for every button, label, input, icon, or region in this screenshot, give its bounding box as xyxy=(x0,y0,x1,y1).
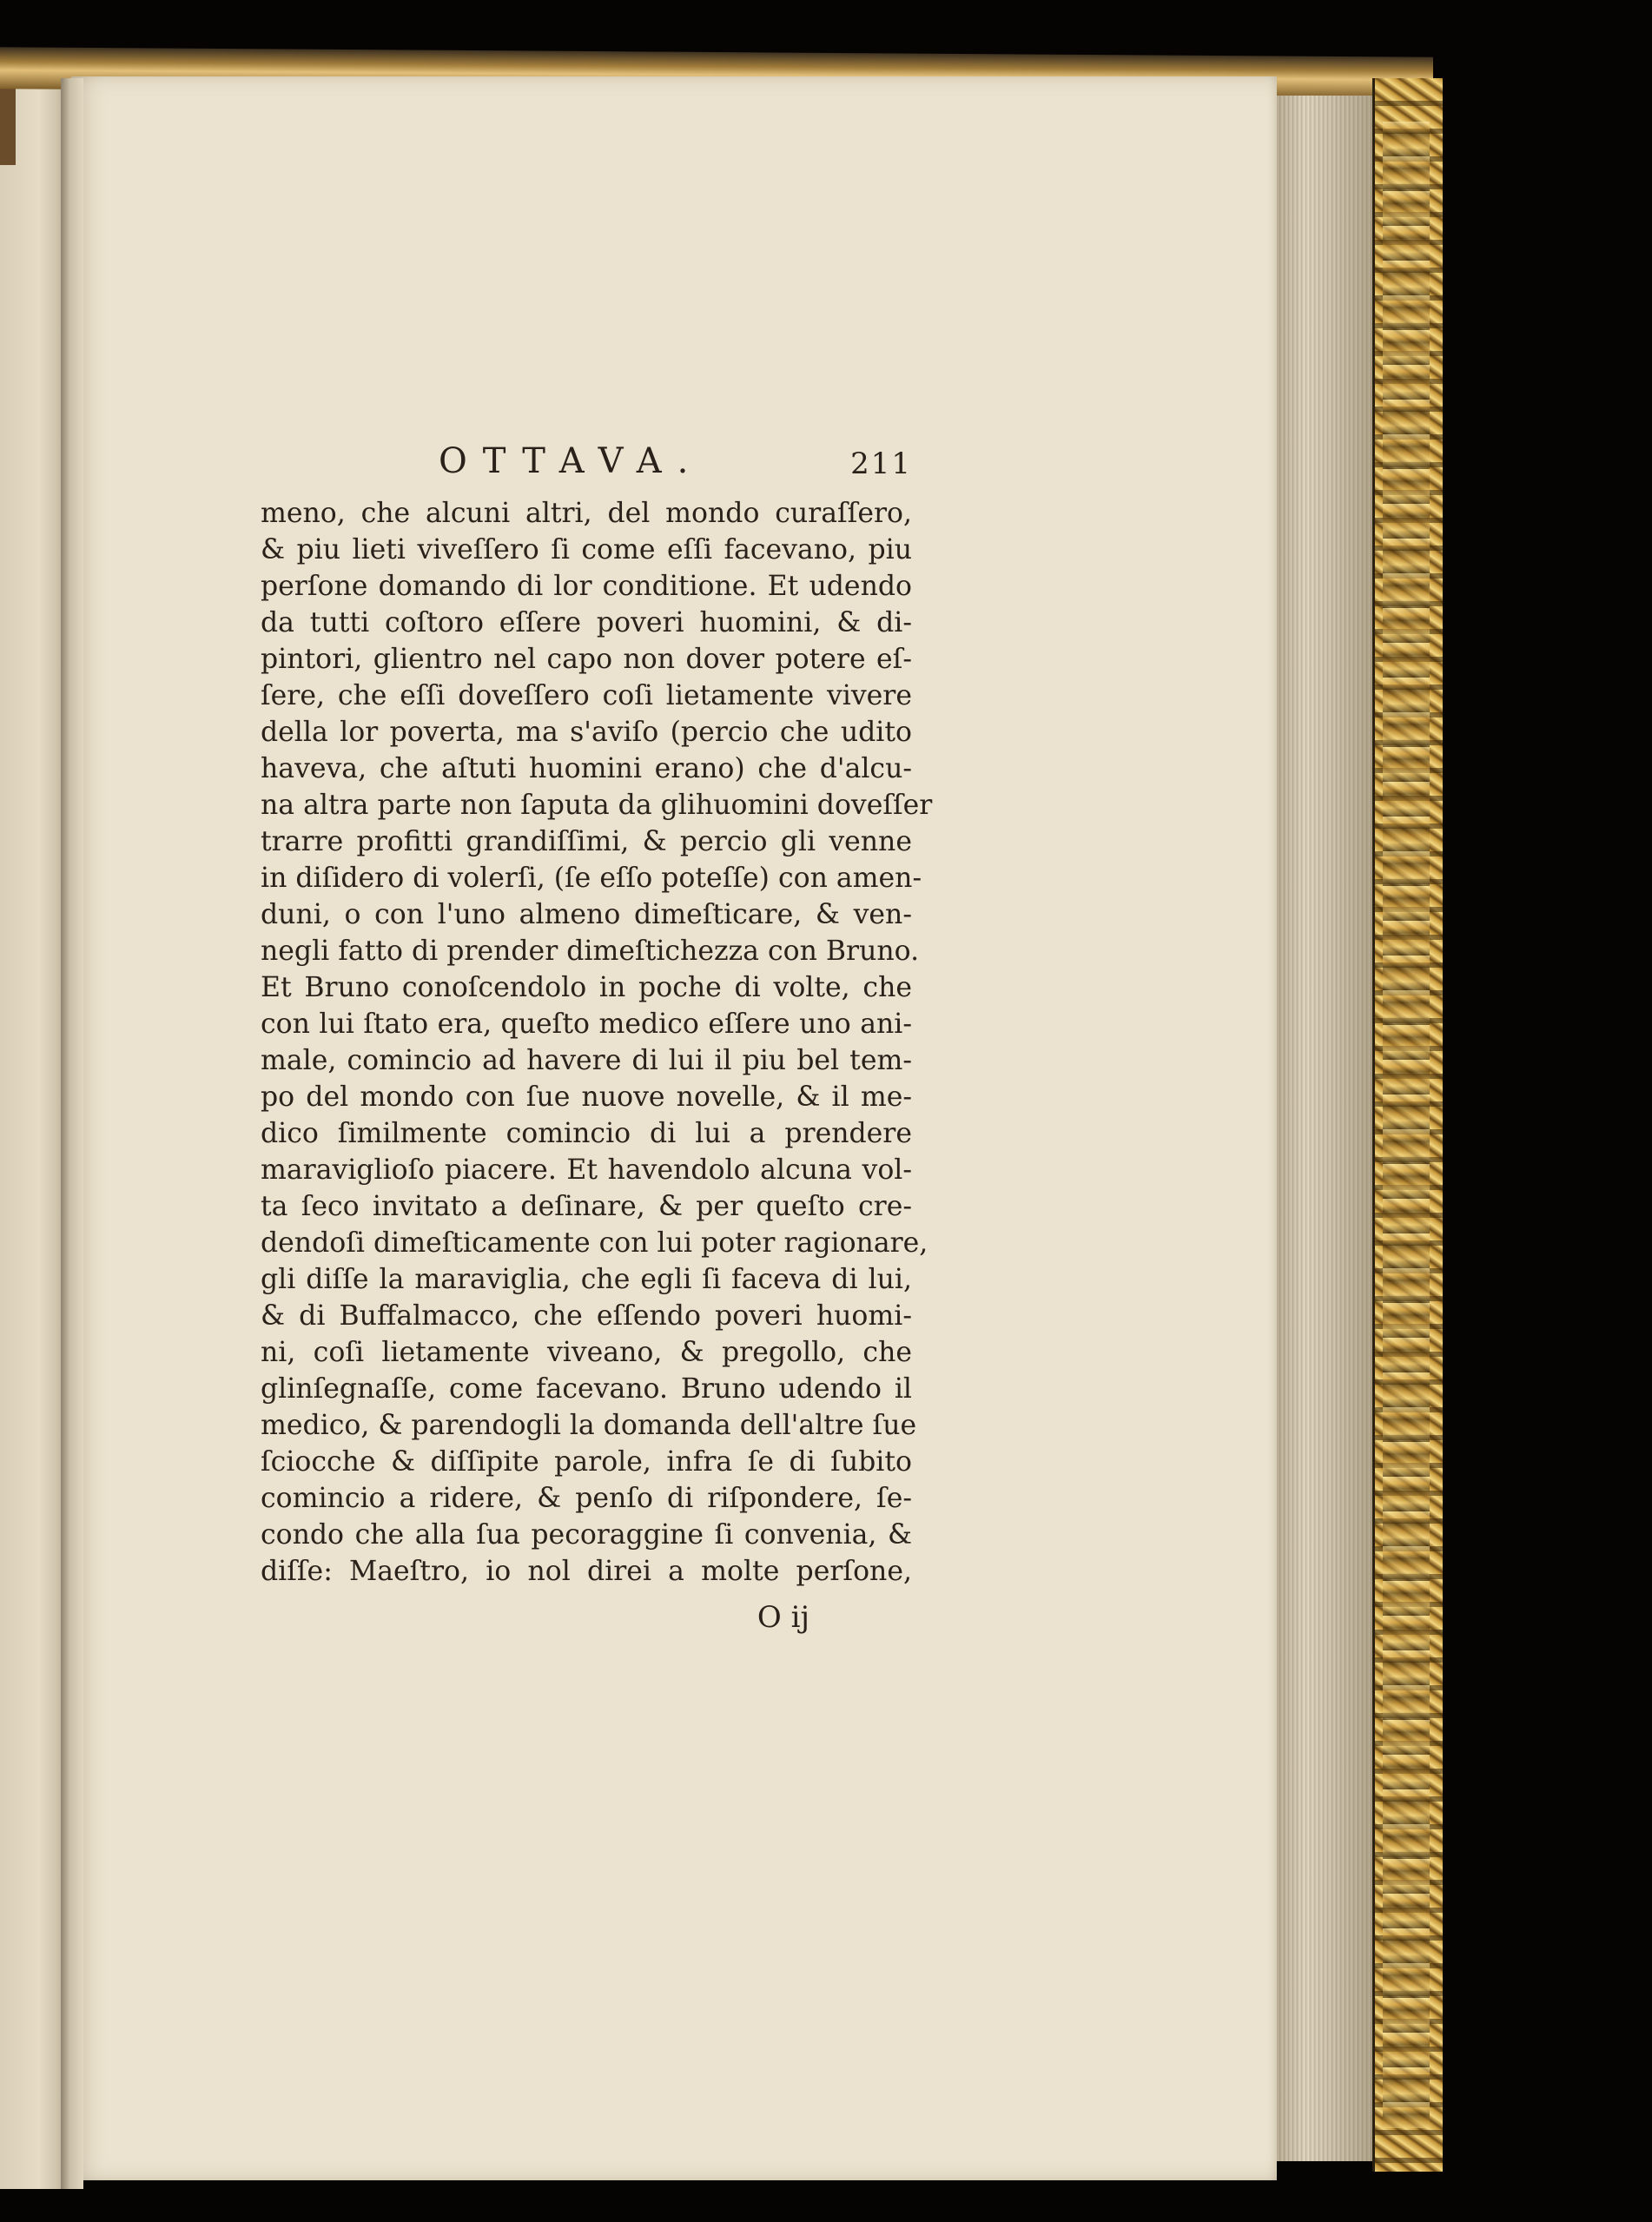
text-line: condo che alla ſua pecoraggine ſi convenia, & xyxy=(261,1519,912,1551)
text-line: po del mondo con ſue nuove novelle, & il me- xyxy=(261,1081,912,1113)
page-gutter xyxy=(61,78,83,2189)
text-line: trarre profitti grandiſſimi, & percio gli venne xyxy=(261,826,912,857)
text-line: medico, & parendogli la domanda dell'altre ſue xyxy=(261,1410,917,1441)
text-line: diſſe: Maeſtro, io nol direi a molte perſone, xyxy=(261,1556,912,1587)
text-line: con lui ſtato era, queſto medico eſſere uno ani- xyxy=(261,1008,912,1040)
gilt-ornament xyxy=(1383,122,1430,2128)
running-head xyxy=(261,441,912,495)
page-number: 211 xyxy=(850,446,912,481)
text-line: male, comincio ad havere di lui il piu bel tem- xyxy=(261,1045,912,1076)
text-line: ta ſeco invitato a deſinare, & per queſto cre- xyxy=(261,1191,912,1222)
text-line: gli diſſe la maraviglia, che egli ſi faceva di lui, xyxy=(261,1264,912,1295)
text-line: glinſegnaſſe, come facevano. Bruno udendo il xyxy=(261,1373,912,1405)
text-line: haveva, che aſtuti huomini erano) che d'alcu- xyxy=(261,753,912,784)
text-line: della lor poverta, ma s'aviſo (percio che udito xyxy=(261,717,912,748)
text-line: da tutti coſtoro eſſere poveri huomini, & di- xyxy=(261,607,912,638)
text-line: negli fatto di prender dimeſtichezza con Bruno. xyxy=(261,936,920,967)
text-line: ni, coſi lietamente viveano, & pregollo, che xyxy=(261,1337,912,1368)
text-line: Et Bruno conoſcendolo in poche di volte, che xyxy=(261,972,912,1003)
signature-mark: O ij xyxy=(757,1600,809,1635)
text-line: & di Buffalmacco, che eſſendo poveri huomi- xyxy=(261,1300,912,1332)
page-stack-shading xyxy=(1277,96,1372,2161)
text-line: na altra parte non ſaputa da glihuomini doveſſer xyxy=(261,790,933,821)
text-line: meno, che alcuni altri, del mondo curaſſero, xyxy=(261,498,912,529)
running-head-title: OTTAVA. xyxy=(439,441,704,481)
text-line: ſere, che eſſi doveſſero coſi lietamente vivere xyxy=(261,680,912,711)
text-block xyxy=(261,441,933,1635)
text-line: duni, o con l'uno almeno dimeſticare, & ven- xyxy=(261,899,912,930)
text-line: ſciocche & diſſipite parole, infra ſe di ſubito xyxy=(261,1446,912,1478)
text-line: perſone domando di lor conditione. Et udendo xyxy=(261,571,912,602)
text-line: dico ſimilmente comincio di lui a prendere xyxy=(261,1118,912,1149)
text-line: dendoſi dimeſticamente con lui poter ragionare, xyxy=(261,1227,928,1259)
text-line: & piu lieti viveſſero ſi come eſſi facevano, piu xyxy=(261,534,912,565)
text-line: pintori, glientro nel capo non dover potere eſ- xyxy=(261,644,912,675)
text-line: comincio a ridere, & penſo di riſpondere, ſe- xyxy=(261,1483,912,1514)
text-line: in diſidero di volerſi, (ſe eſſo poteſſe) con amen- xyxy=(261,863,922,894)
text-line: maraviglioſo piacere. Et havendolo alcuna vol- xyxy=(261,1154,912,1186)
